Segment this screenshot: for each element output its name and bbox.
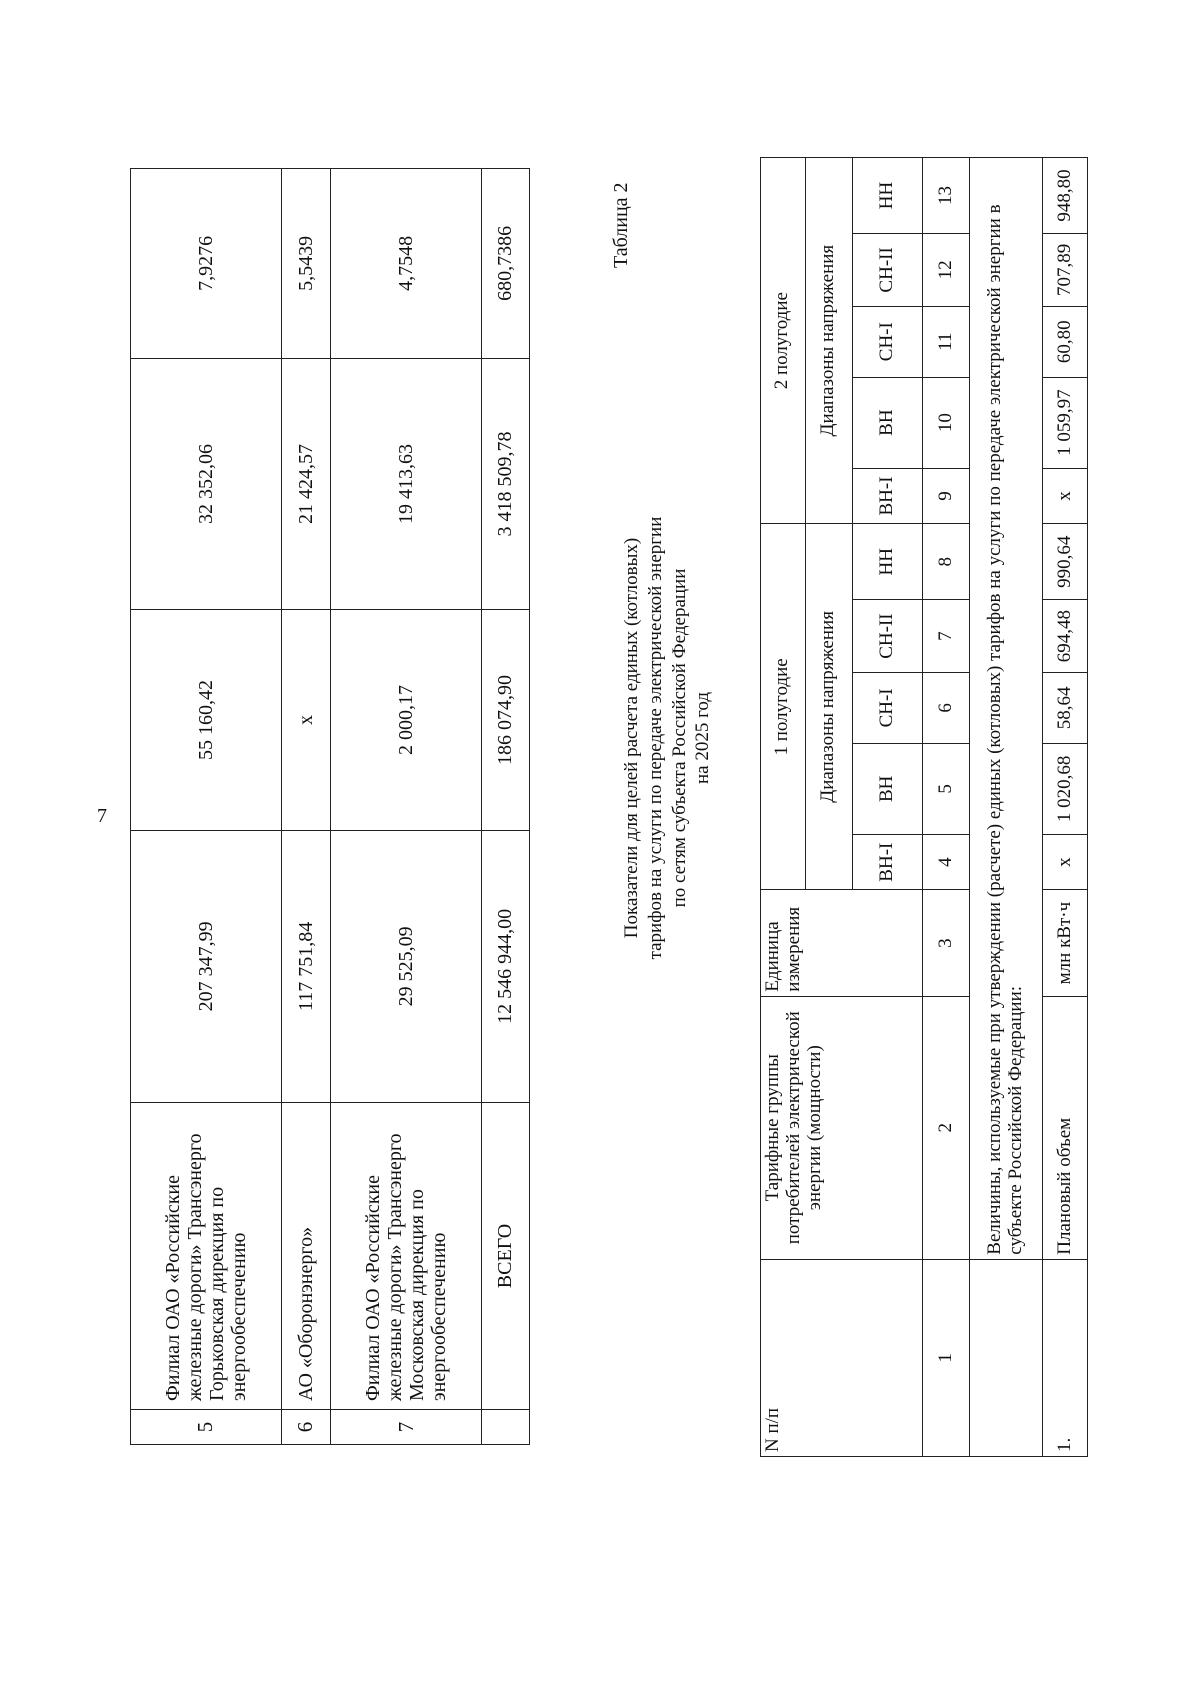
heading-line: тарифов на услуги по передаче электрической энергии	[644, 516, 666, 960]
table-cell: х	[1043, 834, 1088, 890]
table-cell: 990,64	[1043, 524, 1088, 600]
table-row	[131, 169, 282, 1445]
table-cell: 58,64	[1043, 672, 1088, 743]
header-half-2: 2 полугодие	[761, 158, 806, 524]
header-half-1: 1 полугодие	[761, 524, 806, 890]
level-header: СН-I	[852, 672, 923, 743]
table-cell: 5,5439	[281, 169, 331, 359]
total-row	[481, 169, 529, 1445]
column-number: 8	[923, 524, 970, 600]
level-header: ВН-I	[852, 468, 923, 524]
column-number: 5	[923, 743, 970, 834]
section-row	[970, 158, 1043, 1457]
row-number	[481, 1410, 529, 1445]
column-number: 1	[923, 1259, 970, 1456]
table-cell: х	[281, 610, 331, 831]
total-label: ВСЕГО	[481, 1103, 529, 1410]
table-cell: 948,80	[1043, 158, 1088, 234]
heading-line: на 2025 год	[692, 691, 714, 785]
table-cell: 32 352,06	[131, 358, 282, 610]
costs-table	[130, 168, 530, 1445]
column-number: 3	[923, 890, 970, 996]
header-ranges-1: Диапазоны напряжения	[805, 524, 852, 890]
row-number: 7	[331, 1410, 482, 1445]
level-header: НН	[852, 158, 923, 234]
organization-name: Филиал ОАО «Российские железные дороги» Трансэнерго Московская дирекция по энергообеспечению	[331, 1103, 482, 1410]
table-cell: 1 020,68	[1043, 743, 1088, 834]
row-unit: млн кВт·ч	[1043, 890, 1088, 996]
level-header: ВН	[852, 377, 923, 468]
header-row	[761, 158, 806, 1457]
section-title: Величины, используемые при утверждении (расчете) единых (котловых) тарифов на услуги по передаче электрической энергии в субъекте Российской Федерации:	[970, 158, 1043, 1260]
column-number: 2	[923, 996, 970, 1259]
table-cell: 3 418 509,78	[481, 358, 529, 610]
level-header: СН-I	[852, 306, 923, 377]
level-header: ВН-I	[852, 834, 923, 890]
table-cell: 12 546 944,00	[481, 830, 529, 1102]
row-number: 5	[131, 1410, 282, 1445]
tariff-indicators-table	[760, 157, 1088, 1457]
row-number: 1.	[1043, 1259, 1088, 1456]
table-cell: 21 424,57	[281, 358, 331, 610]
table-cell: 207 347,99	[131, 830, 282, 1102]
row-number: 6	[281, 1410, 331, 1445]
organization-name: АО «Оборонэнерго»	[281, 1103, 331, 1410]
table-cell	[970, 1259, 1043, 1456]
column-numbers-row	[923, 158, 970, 1457]
table-cell: 60,80	[1043, 306, 1088, 377]
column-number: 11	[923, 306, 970, 377]
table-cell: 4,7548	[331, 169, 482, 359]
header-unit: Единица измерения	[761, 890, 923, 996]
table-row	[331, 169, 482, 1445]
level-header: ВН	[852, 743, 923, 834]
table-cell: 694,48	[1043, 600, 1088, 673]
column-number: 6	[923, 672, 970, 743]
page-number: 7	[97, 805, 107, 827]
column-number: 13	[923, 158, 970, 234]
table-2	[760, 157, 1088, 1457]
table-cell: 707,89	[1043, 233, 1088, 306]
table-row	[1043, 158, 1088, 1457]
header-group: Тарифные группы потребителей электрической энергии (мощности)	[761, 996, 923, 1259]
column-number: 7	[923, 600, 970, 673]
table-cell: 2 000,17	[331, 610, 482, 831]
table-cell: 29 525,09	[331, 830, 482, 1102]
table-1-continuation	[130, 168, 530, 1445]
column-number: 9	[923, 468, 970, 524]
heading-line: по сетям субъекта Российской Федерации	[668, 568, 690, 908]
row-name: Плановый объем	[1043, 996, 1088, 1259]
table-cell: 55 160,42	[131, 610, 282, 831]
table-cell: 186 074,90	[481, 610, 529, 831]
table-2-heading	[620, 428, 715, 1048]
header-num: N п/п	[761, 1259, 923, 1456]
heading-line: Показатели для целей расчета единых (котловых)	[621, 537, 642, 939]
header-ranges-2: Диапазоны напряжения	[805, 158, 852, 524]
column-number: 10	[923, 377, 970, 468]
table-cell: 19 413,63	[331, 358, 482, 610]
table-row	[281, 169, 331, 1445]
column-number: 4	[923, 834, 970, 890]
table-cell: 7,9276	[131, 169, 282, 359]
column-number: 12	[923, 233, 970, 306]
level-header: СН-II	[852, 600, 923, 673]
table-cell: 1 059,97	[1043, 377, 1088, 468]
level-header: НН	[852, 524, 923, 600]
level-header: СН-II	[852, 233, 923, 306]
table-cell: 680,7386	[481, 169, 529, 359]
table-cell: 117 751,84	[281, 830, 331, 1102]
table-cell: х	[1043, 468, 1088, 524]
table-2-label: Таблица 2	[610, 182, 632, 268]
organization-name: Филиал ОАО «Российские железные дороги» Трансэнерго Горьковская дирекция по энергообеспечению	[131, 1103, 282, 1410]
